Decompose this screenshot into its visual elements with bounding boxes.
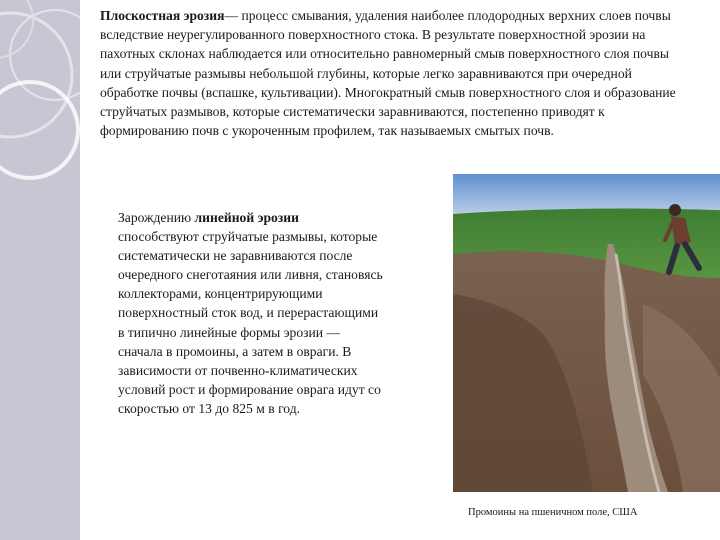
planar-erosion-term: Плоскостная эрозия (100, 8, 225, 23)
linear-erosion-text: способствуют струйчатые размывы, которые систематически не заравниваются после очередного снеготаяния или ливня, становясь коллекторами, концентрирующими поверхностный сток вод, и перерастающими в типично линейные формы эрозии — сначала в промоины, а затем в овраги. В зависимости от почвенно-климатических условий рост и формирование оврага идут со скоростью от 13 до 825 м в год. (118, 229, 383, 416)
photo-caption: Промоины на пшеничном поле, США (468, 507, 638, 518)
linear-erosion-term: линейной эрозии (194, 210, 299, 225)
gully-photo (453, 174, 720, 492)
gully-photo-illustration (453, 174, 720, 492)
linear-erosion-lead: Зарождению (118, 210, 195, 225)
planar-erosion-text: — процесс смывания, удаления наиболее плодородных верхних слоев почвы вследствие неурегулированного поверхностного стока. В результате поверхностной эрозии на пахотных склонах наблюдается или относительно равномерный смыв поверхностного слоя почвы или струйчатые размывы небольшой глубины, которые легко заравниваются при очередной обработке почвы (вспашке, культивации). Многократный смыв поверхностного слоя и образование струйчатых размывов, которые систематически заравниваются, постепенно приводят к формированию почв с укороченным профилем, так называемых смытых почв. (100, 8, 676, 139)
decorative-sidebar (0, 0, 80, 540)
linear-erosion-paragraph (118, 208, 383, 418)
planar-erosion-paragraph (100, 6, 692, 140)
decorative-circles (0, 0, 80, 540)
